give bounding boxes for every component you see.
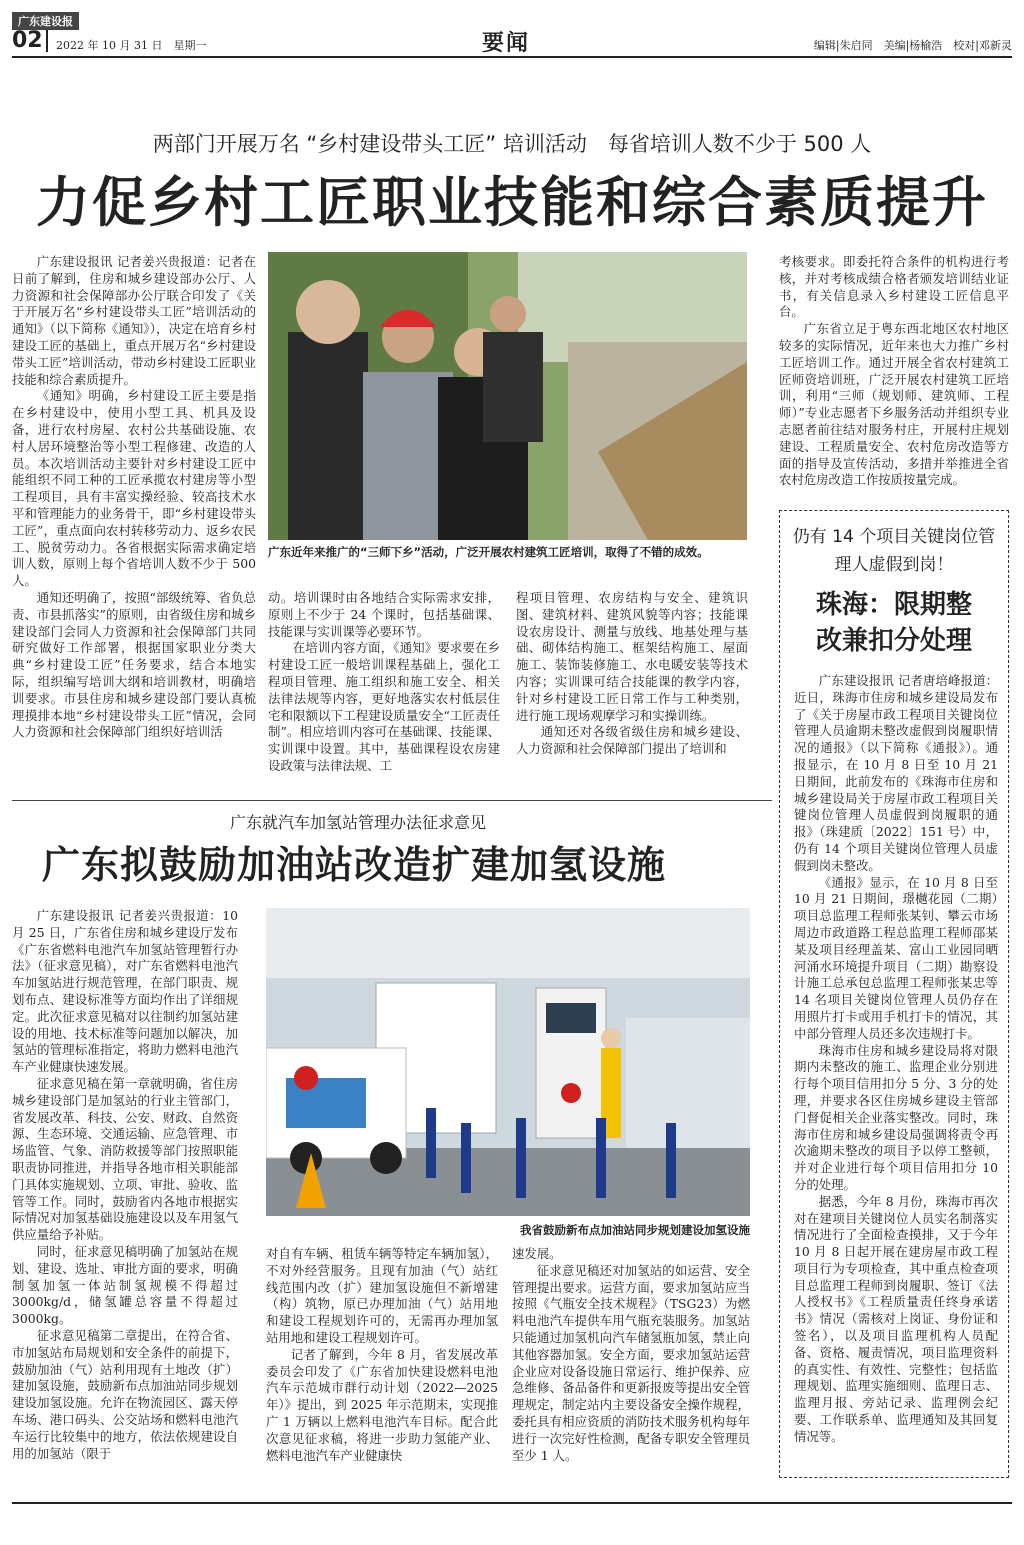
sidebar-box: [779, 510, 1009, 1478]
paragraph: 征求意见稿在第一章就明确，省住房城乡建设部门是加氢站的行业主管部门，省发展改革、科技、公安、财政、自然资源、生态环境、交通运输、应急管理、市场监管、气象、消防救援等部门按照职能职责协同推进，并指导各地市相关职能部门具体实施规划、立项、审批、验收、监管等工作。同时，鼓励省内各地市根据实际情况对加氢基础设施建设以及车用氢气供应量给予补贴。: [12, 1075, 238, 1243]
article2-column-2: [266, 1246, 498, 1464]
paragraph: 广东建设报讯 记者姜兴贵报道：10 月 25 日，广东省住房和城乡建设厅发布《广东省燃料电池汽车加氢站管理暂行办法》（征求意见稿），对广东省燃料电池汽车加氢站进行规范管理，在部门职责、规划布点、建设标准等方面均作出了详细规定。此次征求意见稿对以往制约加氢站建设的用地、技术标准等问题加以解决，加氢站的管理标准指定，将助力燃料电池汽车产业健康快速发展。: [12, 908, 238, 1075]
sidebar-headline: 珠海：限期整改兼扣分处理: [815, 590, 972, 656]
paragraph: 广东省立足于粤东西北地区农村地区较多的实际情况，近年来也大力推广乡村工匠培训工作。通过开展全省农村建筑工匠师资培训班，广泛开展农村建筑工匠培训，利用“三师（规划师、建筑师、工程师）”专业志愿者下乡服务活动并组织专业志愿者前往结对服务村庄，开展村庄规划建设、工程质量安全、农村危房改造等方面的指导及宣传活动，多措并举推进全省农村危房改造工作按质按量完成。: [779, 321, 1009, 488]
article1-column-3: [516, 590, 748, 758]
article1-kicker: 两部门开展万名 “乡村建设带头工匠” 培训活动 每省培训人数不少于 500 人: [152, 132, 872, 156]
editor-credits: 编辑|朱启同 美编|杨榆浩 校对|邓新灵: [813, 39, 1012, 52]
training-photo: [268, 252, 747, 540]
paragraph: 征求意见稿还对加氢站的如运营、安全管理提出要求。运营方面，要求加氢站应当按照《气瓶安全技术规程》（TSG23）为燃料电池汽车提供车用气瓶充装服务。加氢站只能通过加氢机向汽车储氢瓶加氢，禁止向其他容器加氢。安全方面，要求加氢站运营企业应对设备设施日常运行、维护保养、应急维修、备品备件和更新报废等提出安全管理规定，制定站内主要设备安全操作规程，委托具有相应资质的消防技术服务机构每年进行一次完好性检测，配备专职安全管理员至少 1 人。: [512, 1262, 750, 1463]
article2-kicker: 广东就汽车加氢站管理办法征求意见: [230, 813, 487, 832]
masthead-divider: [46, 30, 48, 52]
paragraph: 广东建设报讯 记者唐培峰报道：近日，珠海市住房和城乡建设局发布了《关于房屋市政工程项目关键岗位管理人员逾期未整改虚假到岗履职情况的通报》（以下简称《通报》）。通报显示，在 10 月 8 日至 10 月 21 日期间，此前发布的《珠海市住房和城乡建设局关于房屋市政工程项目关键岗位管理人员虚假到岗履职的通报》（珠建质〔2022〕151 号）中，仍有 14 个项目关键岗位管理人员虚假到岗未整改。: [794, 673, 998, 873]
paragraph: 征求意见稿第二章提出，在符合省、市加氢站布局规划和安全条件的前提下，鼓励加油（气）站利用现有土地改（扩）建加氢设施，鼓励新布点加油站同步规划建设加氢设施。允许在物流园区、露天停车场、港口码头、公交站场和燃料电池汽车运行比较集中的地方，依法依规建设自用的加氢站（限于: [12, 1327, 238, 1461]
paragraph: 通知还对各级省级住房和城乡建设、人力资源和社会保障部门提出了培训和: [516, 724, 748, 757]
paragraph: 在培训内容方面，《通知》要求要在乡村建设工匠一般培训课程基础上，强化工程项目管理、施工组织和施工安全、相关法律法规等内容，更好地落实农村低层住宅和限额以下工程建设质量安全“工匠责任制”。相应培训内容可在基础课、技能课、实训课中设置。其中，基础课程设农房建设政策与法律法规、工: [268, 640, 500, 773]
paragraph: 对自有车辆、租赁车辆等特定车辆加氢），不对外经营服务。且现有加油（气）站红线范围内改（扩）建加氢设施但不新增建（构）筑物，原已办理加油（气）站用地和建设工程规划许可的，无需再办理加氢站用地和建设工程规划许可。: [266, 1246, 498, 1345]
article2-photo-caption: 我省鼓励新布点加油站同步规划建设加氢设施: [520, 1223, 750, 1237]
paragraph: 《通知》明确，乡村建设工匠主要是指在乡村建设中，使用小型工具、机具及设备，进行农村房屋、农村公共基础设施、农村人居环境整治等小型工程修建、改造的人员。本次培训活动主要针对乡村建设工匠中能组织不同工种的工匠承揽农村建房等小型工程项目，具有丰富实操经验、较高技术水平和管理能力的业务骨干，即“乡村建设带头工匠”，重点面向农村转移劳动力、返乡农民工、脱贫劳动力。各省根据实际需求确定培训人数，原则上每个省培训人数不少于 500 人。: [12, 388, 256, 589]
paragraph: 程项目管理、农房结构与安全、建筑识图、建筑材料、建筑风貌等内容；技能课设农房设计、测量与放线、地基处理与基础、砌体结构施工、框架结构施工、屋面施工、装饰装修施工、水电暖安装等技术内容；实训课可结合技能课的教学内容，针对乡村建设工匠日常工作与工种类别，进行施工现场观摩学习和实操训练。: [516, 590, 748, 723]
article2-column-3: [512, 1246, 750, 1464]
article2-column-1: [12, 908, 238, 1462]
sidebar-body: [780, 669, 1008, 1446]
paragraph: 通知还明确了，按照“部级统筹、省负总责、市县抓落实”的原则，由省级住房和城乡建设部门会同人力资源和社会保障部门共同研究做好工作部署，根据国家职业分类大典“乡村建设工匠”任务要求，结合本地实际，组织编写培训大纲和培训教材，明确培训要求。市县住房和城乡建设部门要认真梳理摸排本地“乡村建设带头工匠”情况，会同人力资源和社会保障部门组织好培训活: [12, 589, 256, 740]
top-rule: [12, 56, 1012, 58]
paragraph: 考核要求。即委托符合条件的机构进行考核，并对考核成绩合格者颁发培训结业证书，有关信息录入乡村建设工匠信息平台。: [779, 254, 1009, 320]
paragraph: 记者了解到，今年 8 月，省发展改革委员会印发了《广东省加快建设燃料电池汽车示范城市群行动计划（2022—2025 年）》提出，到 2025 年示范期末，实现推广 1 万辆以上燃料电池汽车目标。配合此次意见征求稿，将进一步助力氢能产业、燃料电池汽车产业健康快: [266, 1346, 498, 1463]
page-number: 02: [12, 28, 43, 53]
article1-column-2: [268, 590, 500, 775]
bottom-rule: [12, 1502, 1012, 1504]
hydrogen-station-photo: [266, 908, 750, 1216]
paragraph: 速发展。: [512, 1246, 562, 1261]
article1-column-1: [12, 254, 256, 741]
article2-headline: 广东拟鼓励加油站改造扩建加氢设施: [42, 842, 667, 887]
paragraph: 珠海市住房和城乡建设局将对限期内未整改的施工、监理企业分别进行每个项目信用扣分 5 分、3 分的处理，并要求各区住房城乡建设主管部门督促相关企业落实整改。同时，珠海市住房和城乡建设局强调将责令再次逾期未整改的项目予以停工整顿，并对企业进行每个项目信用扣分 10 分的处理。: [794, 1042, 998, 1192]
paragraph: 广东建设报讯 记者姜兴贵报道：记者在日前了解到，住房和城乡建设部办公厅、人力资源和社会保障部办公厅联合印发了《关于开展万名“乡村建设带头工匠”培训活动的通知》（以下简称《通知》），决定在培育乡村建设工匠的基础上，重点开展万名“乡村建设带头工匠”培训活动，带动乡村建设工匠职业技能和综合素质提升。: [12, 254, 256, 387]
section-title: 要闻: [482, 31, 531, 56]
paragraph: 同时，征求意见稿明确了加氢站在规划、建设、选址、审批方面的要求，明确制氢加氢一体站制氢规模不得超过 3000kg/d，储氢罐总容量不得超过 3000kg。: [12, 1243, 238, 1327]
newspaper-logo: 广东建设报: [12, 12, 79, 30]
article1-headline: 力促乡村工匠职业技能和综合素质提升: [36, 170, 988, 234]
masthead: [12, 12, 1012, 56]
issue-date: 2022 年 10 月 31 日 星期一: [56, 39, 207, 52]
paragraph: 《通报》显示，在 10 月 8 日至 10 月 21 日期间，璟樾花园（二期）项目总监理工程师张某钊、攀云市场周边市政道路工程总监理工程师邵某某及项目经理盖某、富山工业园同晒河涌水环境提升项目（二期）勘察设计施工总承包总监理工程师张某忠等 14 名项目关键岗位管理人员仍存在用照片打卡或用手机打卡的情况，其中部分管理人员还多次违规打卡。: [794, 874, 998, 1041]
paragraph: 动。培训课时由各地结合实际需求安排，原则上不少于 24 个课时，包括基础课、技能课与实训课等必要环节。: [268, 590, 500, 639]
section-divider: [12, 800, 772, 801]
article1-column-4: [779, 254, 1009, 489]
paragraph: 据悉，今年 8 月份，珠海市再次对在建项目关键岗位人员实名制落实情况进行了全面检查摸排，又于今年 10 月 8 日起开展在建房屋市政工程项目行为专项检查，其中重点检查项目总监理工程师到岗履职、签订《法人授权书》《工程质量责任终身承诺书》情况（需核对上岗证、身份证和签名），以及项目监理机构人员配备、资格、履责情况，项目监理资料的真实性、有效性、完整性；包括监理规划、监理实施细则、监理日志、监理月报、旁站记录、监理例会纪要、工作联系单、监理通知及其回复情况等。: [794, 1193, 998, 1444]
article1-photo-caption: 广东近年来推广的“三师下乡”活动，广泛开展农村建筑工匠培训，取得了不错的成效。: [268, 545, 709, 559]
sidebar-kicker: 仍有 14 个项目关键岗位管理人虚假到岗！: [792, 527, 996, 575]
